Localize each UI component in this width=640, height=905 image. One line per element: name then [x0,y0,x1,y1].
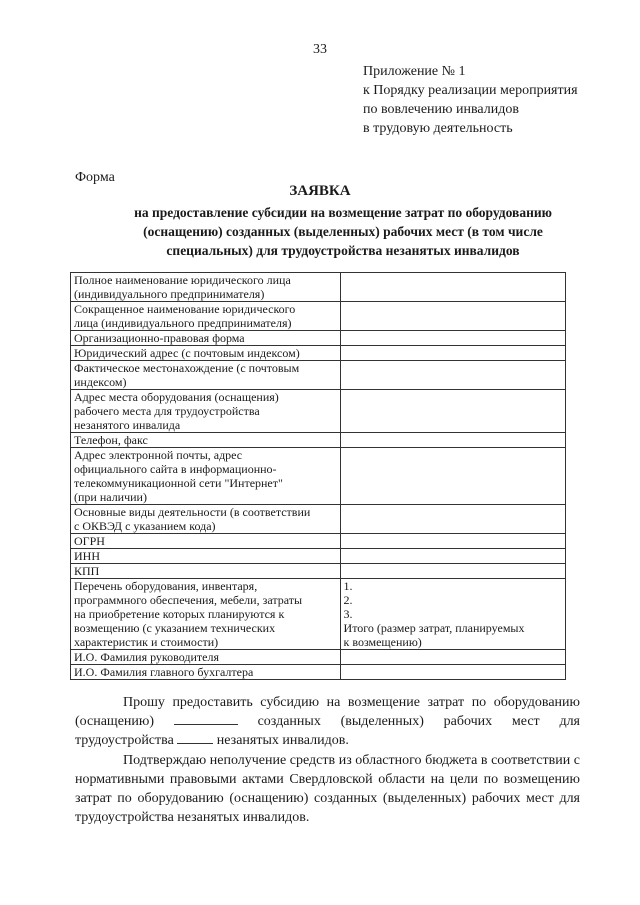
subtitle-line: специальных) для трудоустройства незанятых инвалидов [166,243,520,258]
application-form-table [70,272,566,680]
table-row [71,579,566,650]
field-label-cell [71,665,341,680]
field-label-line: Юридический адрес (с почтовым индексом) [74,346,300,360]
field-label-cell [71,331,341,346]
field-value-cell[interactable] [340,433,565,448]
field-label-line: ИНН [74,549,100,563]
table-row [71,505,566,534]
field-label-line: официального сайта в информационно- [74,462,277,476]
table-row [71,665,566,680]
field-label-cell [71,579,341,650]
field-label-line: Телефон, факс [74,433,148,447]
table-row [71,650,566,665]
field-label-line: (индивидуального предпринимателя) [74,287,265,301]
subtitle-line: на предоставление субсидии на возмещение затрат по оборудованию [134,205,552,220]
field-label-line: Основные виды деятельности (в соответствии [74,505,311,519]
field-label-line: Перечень оборудования, инвентаря, [74,579,258,593]
field-label-cell [71,361,341,390]
field-value-cell[interactable] [340,579,565,650]
field-value-line: 2. [343,593,353,607]
field-value-cell[interactable] [340,564,565,579]
field-label-line: Сокращенное наименование юридического [74,302,296,316]
form-label: Форма [75,170,115,185]
table-row [71,448,566,505]
field-label-line: Адрес места оборудования (оснащения) [74,390,279,404]
field-value-cell[interactable] [340,346,565,361]
field-label-line: Полное наименование юридического лица [74,273,291,287]
table-row [71,549,566,564]
field-label-cell [71,448,341,505]
table-row [71,302,566,331]
field-label-cell [71,549,341,564]
table-row [71,564,566,579]
field-label-line: Организационно-правовая форма [74,331,245,345]
field-value-cell[interactable] [340,448,565,505]
field-label-line: возмещению (с указанием технических [74,621,276,635]
field-label-line: на приобретение которых планируются к [74,607,285,621]
appendix-line: в трудовую деятельность [363,121,513,136]
field-label-line: Адрес электронной почты, адрес [74,448,243,462]
field-label-line: рабочего места для трудоустройства [74,404,260,418]
field-value-line: к возмещению) [343,635,422,649]
field-label-line: Фактическое местонахождение (с почтовым [74,361,300,375]
field-label-line: И.О. Фамилия руководителя [74,650,219,664]
field-label-line: (при наличии) [74,490,147,504]
field-value-cell[interactable] [340,331,565,346]
field-label-line: КПП [74,564,100,578]
table-row [71,331,566,346]
field-label-line: лица (индивидуального предпринимателя) [74,316,292,330]
field-label-line: телекоммуникационной сети "Интернет" [74,476,283,490]
request-text-part1: Прошу предоставить субсидию на возмещение затрат по оборудованию (оснащению) [75,695,580,729]
field-value-cell[interactable] [340,505,565,534]
table-row [71,390,566,433]
appendix-block [363,62,623,138]
page-number: 33 [313,42,327,57]
field-label-line: И.О. Фамилия главного бухгалтера [74,665,254,679]
table-row [71,346,566,361]
document-subtitle [100,203,586,260]
field-label-cell [71,534,341,549]
blank-field-persons[interactable] [177,743,213,744]
field-label-line: ОГРН [74,534,105,548]
field-value-cell[interactable] [340,549,565,564]
field-label-cell [71,390,341,433]
request-paragraph [75,693,580,750]
field-value-line: 3. [343,607,353,621]
field-label-cell [71,302,341,331]
field-label-cell [71,505,341,534]
document-title: ЗАЯВКА [289,183,351,199]
table-row [71,534,566,549]
field-label-line: незанятого инвалида [74,418,181,432]
field-value-cell[interactable] [340,302,565,331]
table-row [71,433,566,448]
field-value-cell[interactable] [340,361,565,390]
field-label-line: программного обеспечения, мебели, затраты [74,593,303,607]
field-value-line: Итого (размер затрат, планируемых [343,621,525,635]
field-value-cell[interactable] [340,390,565,433]
appendix-line: к Порядку реализации мероприятия [363,83,578,98]
subtitle-line: (оснащению) созданных (выделенных) рабочих мест (в том числе [143,224,543,239]
field-label-cell [71,650,341,665]
field-value-line: 1. [343,579,353,593]
request-text-part3: незанятых инвалидов. [216,733,349,748]
field-label-cell [71,433,341,448]
appendix-line: по вовлечению инвалидов [363,102,519,117]
blank-field-count[interactable] [174,724,238,725]
appendix-line: Приложение № 1 [363,64,466,79]
request-text-part2: созданных (выделенных) рабочих мест для трудоустройства [75,714,580,748]
field-value-cell[interactable] [340,650,565,665]
field-value-cell[interactable] [340,665,565,680]
field-label-cell [71,346,341,361]
field-label-cell [71,273,341,302]
table-row [71,273,566,302]
field-label-cell [71,564,341,579]
field-label-line: характеристик и стоимости) [74,635,219,649]
confirmation-paragraph: Подтверждаю неполучение средств из областного бюджета в соответствии с нормативными правовыми актами Свердловской области на цели по возмещению затрат по оборудованию (оснащению) созданных (выделенных) рабочих мест для трудоустройства незанятых инвалидов. [75,753,580,825]
field-value-cell[interactable] [340,273,565,302]
table-row [71,361,566,390]
field-value-cell[interactable] [340,534,565,549]
field-label-line: с ОКВЭД с указанием кода) [74,519,216,533]
field-label-line: индексом) [74,375,127,389]
